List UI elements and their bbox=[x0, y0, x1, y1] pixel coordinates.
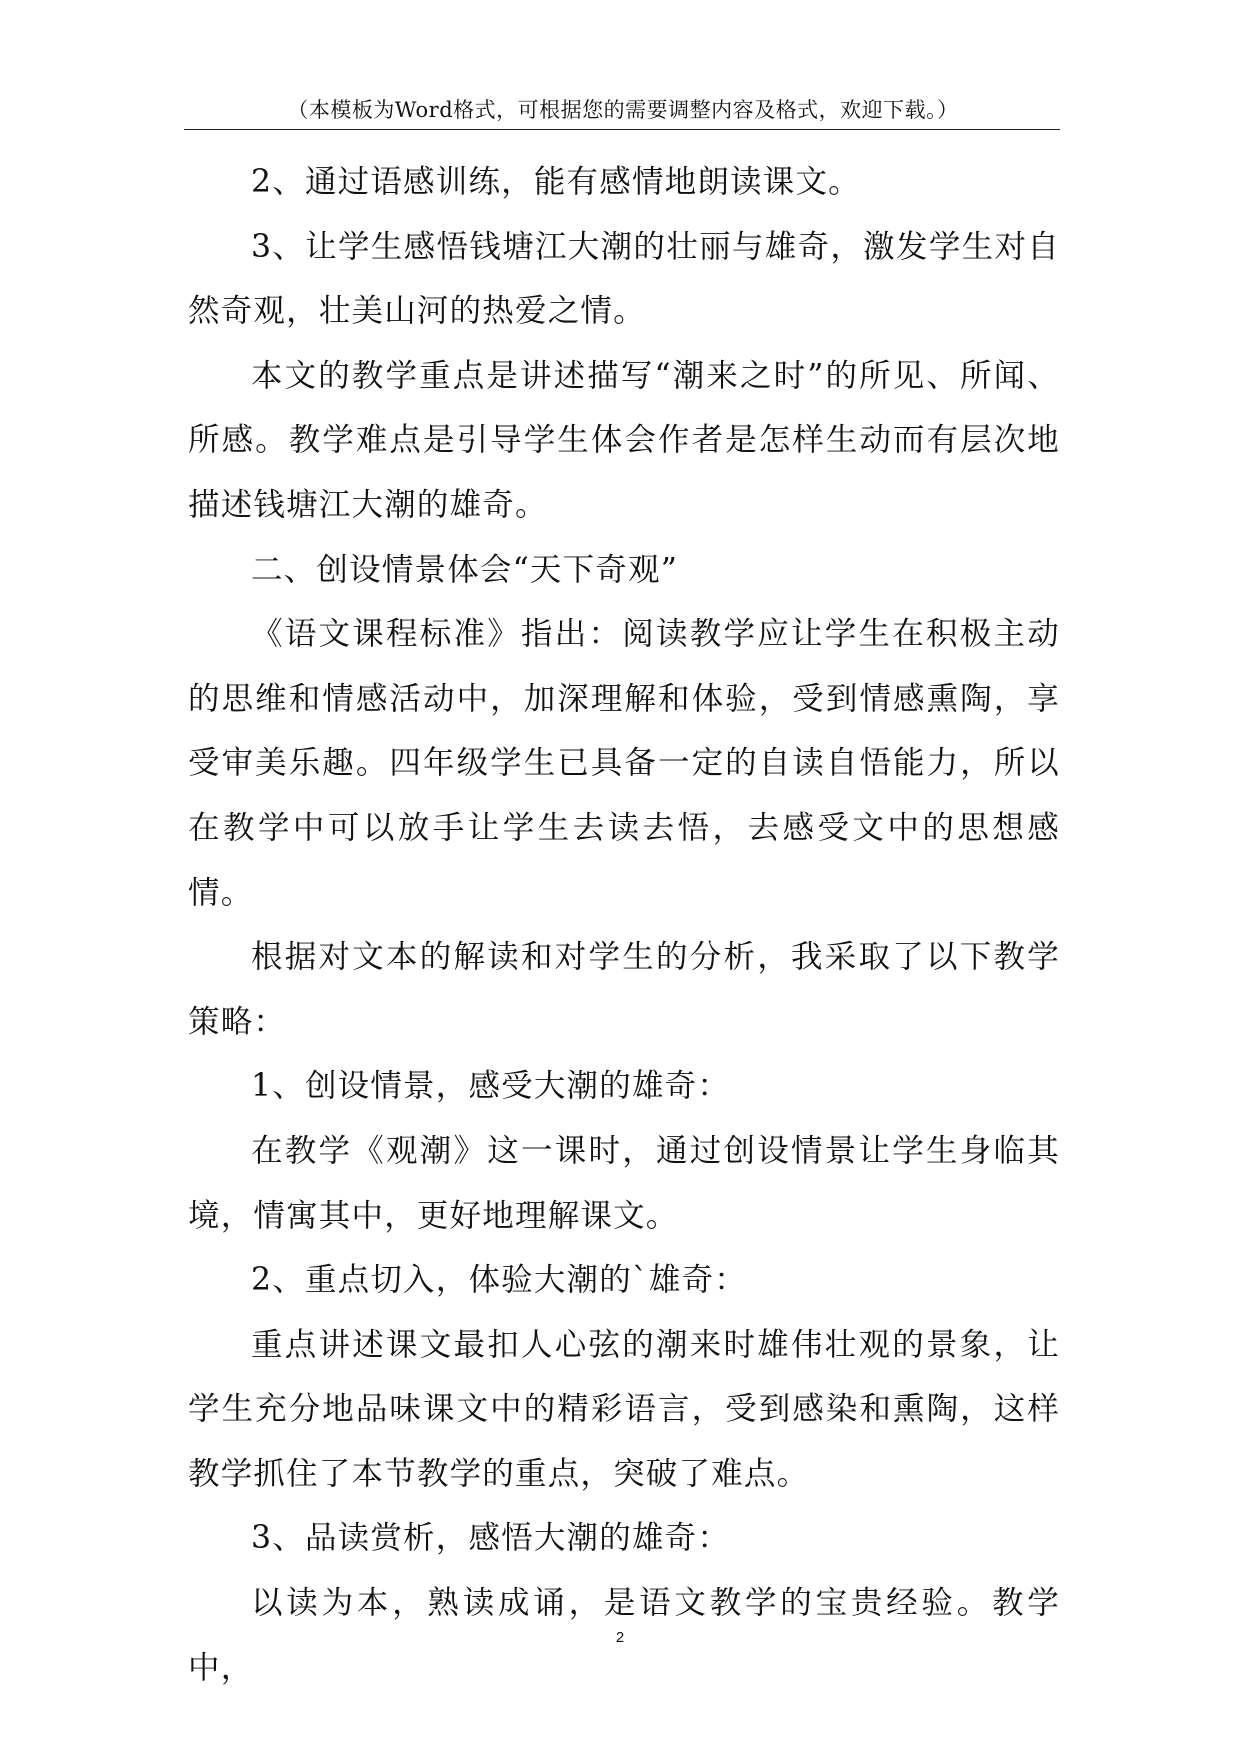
section-heading-2: 二、创设情景体会“天下奇观” bbox=[251, 551, 679, 588]
document-body bbox=[188, 150, 1060, 1700]
strategy-heading-1: 1、创设情景，感受大潮的雄奇： bbox=[251, 1068, 731, 1105]
paragraph-key-points: 本文的教学重点是讲述描写“潮来之时”的所见、所闻、所感。教学难点是引导学生体会作者是怎样生动而有层次地描述钱塘江大潮的雄奇。 bbox=[188, 357, 1060, 523]
paragraph-strategy-2: 重点讲述课文最扣人心弦的潮来时雄伟壮观的景象，让学生充分地品味课文中的精彩语言，受到感染和熏陶，这样教学抓住了本节教学的重点，突破了难点。 bbox=[188, 1326, 1060, 1492]
strategy-heading-2: 2、重点切入，体验大潮的`雄奇： bbox=[251, 1262, 747, 1299]
header-divider bbox=[184, 129, 1060, 130]
paragraph-goal-2: 2、通过语感训练，能有感情地朗读课文。 bbox=[251, 164, 861, 200]
page-header-note: （本模板为Word格式，可根据您的需要调整内容及格式，欢迎下载。） bbox=[287, 98, 959, 122]
paragraph-goal-3: 3、让学生感悟钱塘江大潮的壮丽与雄奇，激发学生对自然奇观，壮美山河的热爱之情。 bbox=[188, 228, 1060, 330]
page-number: 2 bbox=[615, 1629, 625, 1646]
paragraph-strategy-intro: 根据对文本的解读和对学生的分析，我采取了以下教学策略： bbox=[188, 939, 1060, 1040]
paragraph-strategy-3: 以读为本，熟读成诵，是语文教学的宝贵经验。教学中， bbox=[188, 1585, 1060, 1686]
paragraph-curriculum-standard: 《语文课程标准》指出：阅读教学应让学生在积极主动的思维和情感活动中，加深理解和体验，受到情感熏陶，享受审美乐趣。四年级学生已具备一定的自读自悟能力，所以在教学中可以放手让学生去读去悟，去感受文中的思想感情。 bbox=[188, 616, 1060, 911]
paragraph-strategy-1: 在教学《观潮》这一课时，通过创设情景让学生身临其境，情寓其中，更好地理解课文。 bbox=[188, 1132, 1060, 1234]
strategy-heading-3: 3、品读赏析，感悟大潮的雄奇： bbox=[251, 1520, 731, 1557]
